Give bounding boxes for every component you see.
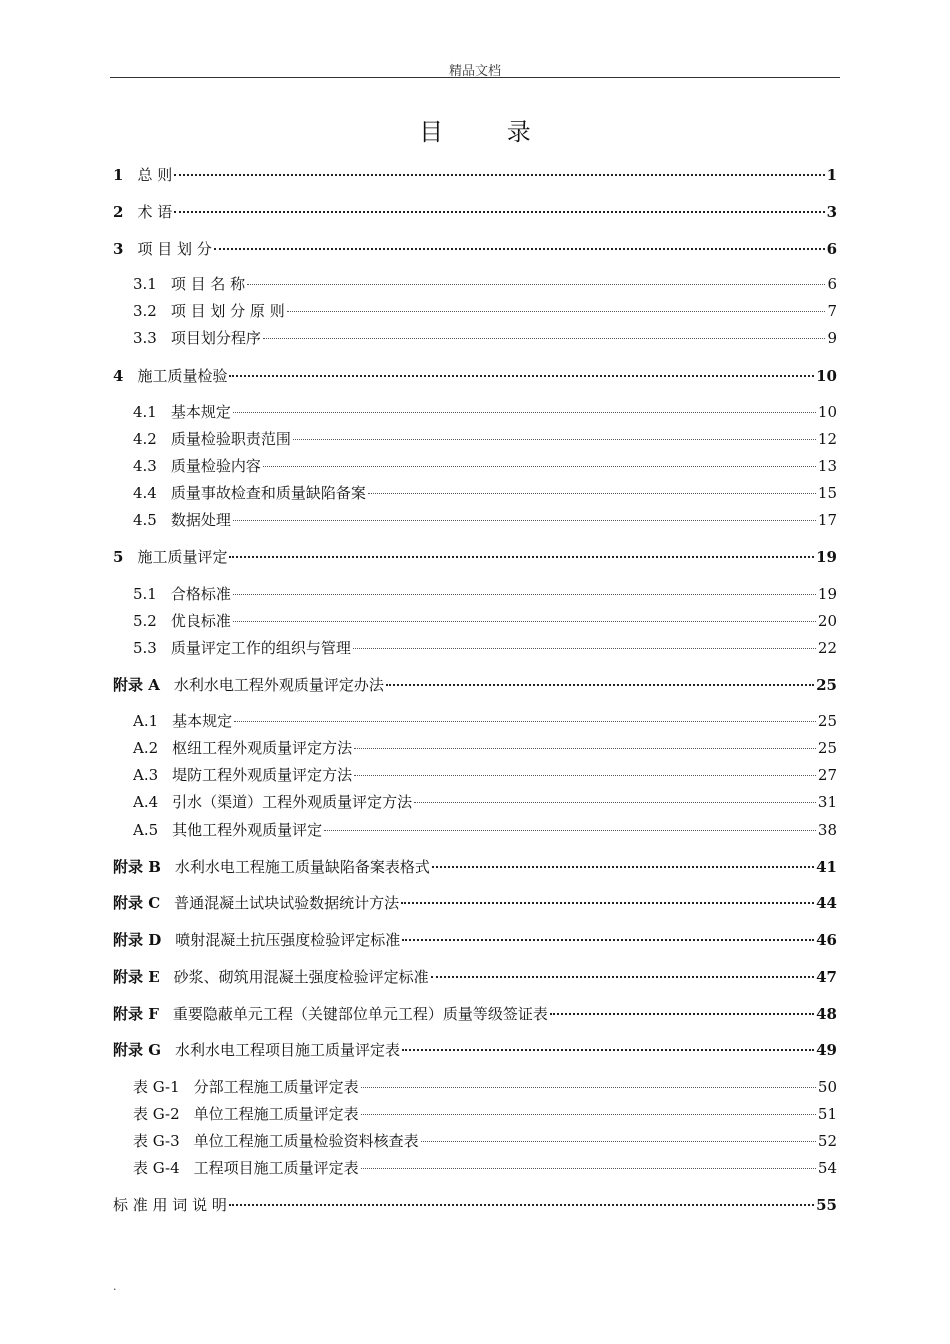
toc-subentry[interactable] (133, 402, 837, 422)
toc-page-number: 19 (816, 548, 837, 566)
toc-leader-dots (229, 1204, 814, 1206)
toc-number: 2 (113, 203, 124, 221)
toc-leader-dots (229, 556, 814, 558)
toc-number: 附录 E (113, 968, 160, 986)
toc-label: 水利水电工程施工质量缺陷备案表格式 (174, 858, 430, 876)
toc-leader-dots (361, 1168, 816, 1169)
toc-page-number: 13 (817, 457, 837, 475)
toc-entry[interactable] (113, 893, 837, 913)
toc-leader-dots (214, 248, 825, 250)
toc-page-number: 27 (817, 766, 837, 784)
toc-subentry[interactable] (133, 429, 837, 449)
toc-number: 3.1 (133, 275, 157, 293)
toc-entry[interactable] (113, 1195, 837, 1215)
toc-page-number: 19 (817, 585, 837, 603)
toc-label: 枢纽工程外观质量评定方法 (172, 739, 353, 757)
toc-entry[interactable] (113, 1004, 837, 1024)
toc-leader-dots (263, 466, 816, 467)
toc-leader-dots (233, 412, 816, 413)
toc-entry[interactable] (113, 967, 837, 987)
toc-leader-dots (324, 830, 816, 831)
toc-label: 施工质量评定 (137, 548, 228, 566)
page-title: 目 录 (419, 118, 559, 146)
toc-entry[interactable] (113, 165, 837, 185)
toc-number: 附录 A (113, 676, 160, 694)
toc-leader-dots (233, 520, 816, 521)
toc-number: 表 G-1 (133, 1078, 180, 1096)
toc-number: 4.4 (133, 484, 157, 502)
toc-leader-dots (354, 775, 816, 776)
toc-label: 单位工程施工质量评定表 (193, 1105, 359, 1123)
toc-number: 4.5 (133, 511, 157, 529)
toc-number: 4 (113, 367, 124, 385)
toc-leader-dots (421, 1141, 816, 1142)
toc-subentry[interactable] (133, 301, 837, 321)
toc-number: 4.3 (133, 457, 157, 475)
toc-label: 普通混凝土试块试验数据统计方法 (174, 894, 400, 912)
toc-label: 喷射混凝土抗压强度检验评定标准 (175, 931, 401, 949)
toc-page-number: 31 (817, 793, 837, 811)
toc-label: 堤防工程外观质量评定方法 (172, 766, 353, 784)
toc-subentry[interactable] (133, 456, 837, 476)
toc-number: 5.3 (133, 639, 157, 657)
toc-label: 分部工程施工质量评定表 (193, 1078, 359, 1096)
toc-leader-dots (550, 1013, 814, 1015)
toc-subentry[interactable] (133, 1077, 837, 1097)
toc-label: 质量事故检查和质量缺陷备案 (170, 484, 366, 502)
toc-page-number: 52 (817, 1132, 837, 1150)
toc-leader-dots (414, 802, 816, 803)
toc-page-number: 6 (827, 275, 837, 293)
toc-leader-dots (402, 1049, 814, 1051)
toc-subentry[interactable] (133, 765, 837, 785)
toc-label: 总 则 (137, 166, 173, 184)
toc-page-number: 17 (817, 511, 837, 529)
toc-number: 4.1 (133, 403, 157, 421)
toc-page-number: 51 (817, 1105, 837, 1123)
toc-number: 附录 B (113, 858, 161, 876)
toc-page-number: 12 (817, 430, 837, 448)
toc-page-number: 6 (826, 240, 837, 258)
toc-leader-dots (401, 902, 814, 904)
toc-page-number: 9 (827, 329, 837, 347)
toc-entry[interactable] (113, 239, 837, 259)
toc-number: 附录 C (113, 894, 161, 912)
toc-number: A.1 (133, 712, 159, 730)
toc-leader-dots (402, 939, 814, 941)
toc-subentry[interactable] (133, 820, 837, 840)
toc-page-number: 7 (827, 302, 837, 320)
toc-page-number: 10 (816, 367, 837, 385)
toc-page-number: 3 (826, 203, 837, 221)
toc-leader-dots (263, 338, 826, 339)
toc-label: 质量检验职责范围 (170, 430, 291, 448)
toc-number: 表 G-3 (133, 1132, 180, 1150)
toc-number: A.3 (133, 766, 159, 784)
toc-leader-dots (361, 1087, 816, 1088)
toc-page-number: 22 (817, 639, 837, 657)
toc-label: 单位工程施工质量检验资料核查表 (193, 1132, 419, 1150)
toc-subentry[interactable] (133, 274, 837, 294)
toc-leader-dots (368, 493, 816, 494)
toc-leader-dots (353, 648, 816, 649)
toc-label: 数据处理 (170, 511, 231, 529)
toc-leader-dots (174, 211, 824, 213)
toc-leader-dots (233, 594, 816, 595)
toc-leader-dots (293, 439, 816, 440)
toc-leader-dots (431, 976, 814, 978)
toc-subentry[interactable] (133, 510, 837, 530)
toc-page-number: 47 (816, 968, 837, 986)
toc-subentry[interactable] (133, 584, 837, 604)
toc-label: 项 目 划 分 原 则 (170, 302, 285, 320)
toc-label: 项 目 划 分 (137, 240, 212, 258)
toc-leader-dots (234, 721, 816, 722)
toc-entry[interactable] (113, 675, 837, 695)
toc-leader-dots (233, 621, 816, 622)
toc-number: 3 (113, 240, 124, 258)
toc-page-number: 44 (816, 894, 837, 912)
running-header: 精品文档 (448, 64, 501, 79)
toc-number: 5.2 (133, 612, 157, 630)
toc-subentry[interactable] (133, 738, 837, 758)
toc-page-number: 49 (816, 1041, 837, 1059)
toc-label: 施工质量检验 (137, 367, 228, 385)
toc-subentry[interactable] (133, 638, 837, 658)
toc-number: 附录 D (113, 931, 162, 949)
toc-label: 项目划分程序 (170, 329, 261, 347)
toc-leader-dots (386, 684, 814, 686)
toc-leader-dots (229, 375, 814, 377)
toc-page-number: 25 (816, 676, 837, 694)
toc-label: 基本规定 (172, 712, 233, 730)
toc-number: A.4 (133, 793, 159, 811)
toc-label: 项 目 名 称 (170, 275, 246, 293)
toc-leader-dots (247, 284, 825, 285)
toc-page-number: 38 (817, 821, 837, 839)
toc-entry[interactable] (113, 1040, 837, 1060)
toc-number: 附录 F (113, 1005, 159, 1023)
toc-number: 3.3 (133, 329, 157, 347)
toc-label: 重要隐蔽单元工程（关键部位单元工程）质量等级签证表 (172, 1005, 548, 1023)
toc-label: 砂浆、砌筑用混凝土强度检验评定标准 (173, 968, 429, 986)
toc-page-number: 10 (817, 403, 837, 421)
toc-entry[interactable] (113, 547, 837, 567)
toc-page-number: 54 (817, 1159, 837, 1177)
toc-label: 质量检验内容 (170, 457, 261, 475)
toc-label: 标 准 用 词 说 明 (113, 1196, 227, 1214)
toc-number: 4.2 (133, 430, 157, 448)
toc-subentry[interactable] (133, 483, 837, 503)
toc-number: 5 (113, 548, 124, 566)
toc-number: 表 G-4 (133, 1159, 180, 1177)
toc-leader-dots (361, 1114, 816, 1115)
toc-subentry[interactable] (133, 328, 837, 348)
toc-subentry[interactable] (133, 1131, 837, 1151)
toc-number: 附录 G (113, 1041, 162, 1059)
toc-label: 其他工程外观质量评定 (172, 821, 323, 839)
toc-label: 工程项目施工质量评定表 (193, 1159, 359, 1177)
toc-label: 优良标准 (170, 612, 231, 630)
header-rule (110, 77, 840, 78)
toc-subentry[interactable] (133, 711, 837, 731)
toc-page-number: 48 (816, 1005, 837, 1023)
toc-page-number: 15 (817, 484, 837, 502)
toc-label: 术 语 (137, 203, 173, 221)
toc-label: 基本规定 (170, 403, 231, 421)
toc-subentry[interactable] (133, 611, 837, 631)
toc-number: 5.1 (133, 585, 157, 603)
toc-page-number: 1 (826, 166, 837, 184)
toc-number: 表 G-2 (133, 1105, 180, 1123)
toc-entry[interactable] (113, 857, 837, 877)
toc-page-number: 25 (817, 712, 837, 730)
toc-label: 引水（渠道）工程外观质量评定方法 (172, 793, 413, 811)
toc-subentry[interactable] (133, 1158, 837, 1178)
toc-leader-dots (287, 311, 826, 312)
toc-number: A.5 (133, 821, 159, 839)
toc-number: 3.2 (133, 302, 157, 320)
toc-page-number: 41 (816, 858, 837, 876)
toc-label: 水利水电工程项目施工质量评定表 (175, 1041, 401, 1059)
toc-page-number: 25 (817, 739, 837, 757)
toc-page-number: 20 (817, 612, 837, 630)
footer-mark: . (113, 1280, 117, 1293)
toc-entry[interactable] (113, 930, 837, 950)
toc-number: 1 (113, 166, 124, 184)
toc-leader-dots (174, 174, 824, 176)
toc-page-number: 50 (817, 1078, 837, 1096)
toc-label: 水利水电工程外观质量评定办法 (173, 676, 384, 694)
toc-label: 质量评定工作的组织与管理 (170, 639, 351, 657)
toc-leader-dots (432, 866, 814, 868)
toc-page-number: 46 (816, 931, 837, 949)
toc-label: 合格标准 (170, 585, 231, 603)
toc-entry[interactable] (113, 202, 837, 222)
toc-page-number: 55 (816, 1196, 837, 1214)
toc-number: A.2 (133, 739, 159, 757)
toc-subentry[interactable] (133, 1104, 837, 1124)
toc-leader-dots (354, 748, 816, 749)
toc-subentry[interactable] (133, 792, 837, 812)
toc-entry[interactable] (113, 366, 837, 386)
